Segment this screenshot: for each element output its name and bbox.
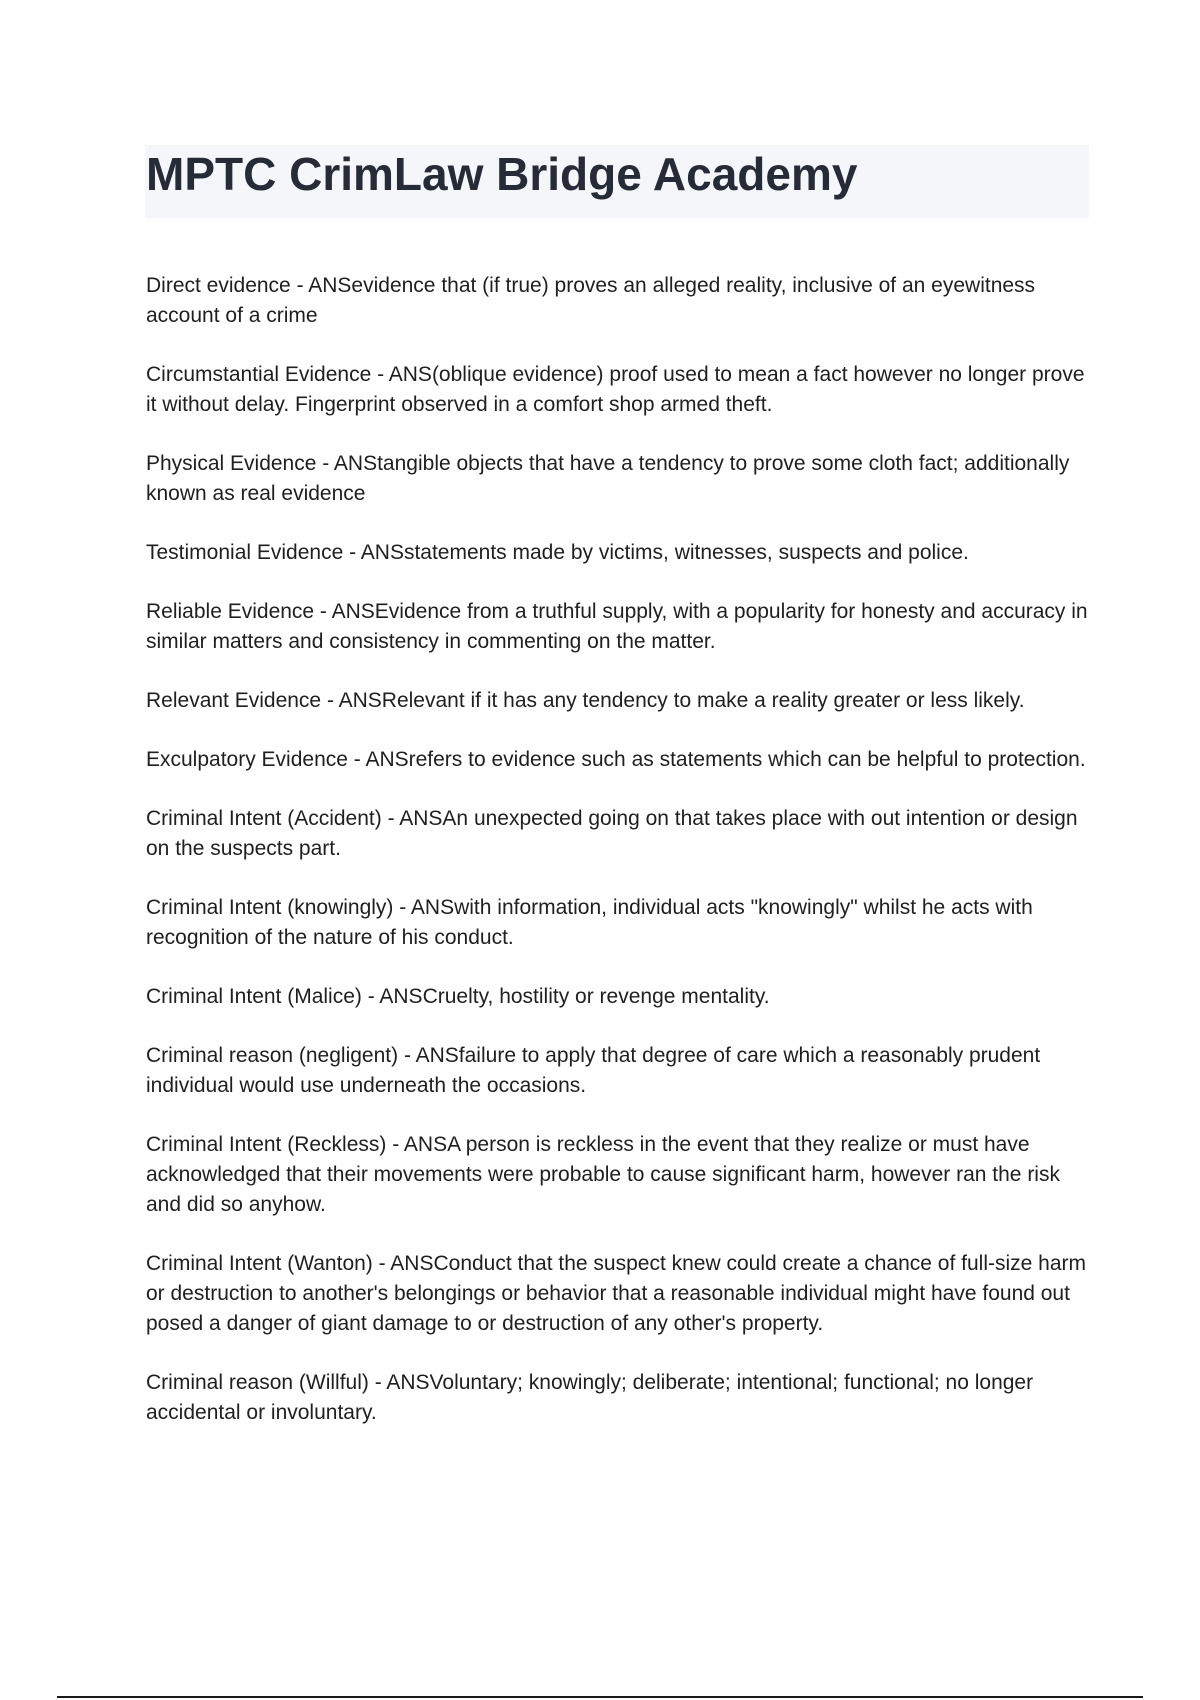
entry-intent-knowingly: Criminal Intent (knowingly) - ANSwith information, individual acts "knowingly" whilst he acts with recognition of the nature of his conduct.: [146, 896, 1033, 949]
entry-intent-accident: Criminal Intent (Accident) - ANSAn unexpected going on that takes place with out intention or design on the suspects part.: [146, 807, 1078, 860]
entry-relevant-evidence: Relevant Evidence - ANSRelevant if it has any tendency to make a reality greater or less likely.: [146, 689, 1025, 712]
entry-testimonial-evidence: Testimonial Evidence - ANSstatements made by victims, witnesses, suspects and police.: [146, 541, 969, 564]
entry-physical-evidence: Physical Evidence - ANStangible objects that have a tendency to prove some cloth fact; additionally known as real evidence: [146, 452, 1070, 505]
entry-reason-willful: Criminal reason (Willful) - ANSVoluntary; knowingly; deliberate; intentional; functional; no longer accidental or involuntary.: [146, 1371, 1034, 1424]
entry-circumstantial-evidence: Circumstantial Evidence - ANS(oblique evidence) proof used to mean a fact however no longer prove it without delay. Fingerprint observed in a comfort shop armed theft.: [146, 363, 1085, 416]
entry-reliable-evidence: Reliable Evidence - ANSEvidence from a truthful supply, with a popularity for honesty and accuracy in similar matters and consistency in commenting on the matter.: [146, 600, 1088, 653]
entry-exculpatory-evidence: Exculpatory Evidence - ANSrefers to evidence such as statements which can be helpful to protection.: [146, 748, 1086, 771]
entry-intent-reckless: Criminal Intent (Reckless) - ANSA person is reckless in the event that they realize or must have acknowledged that their movements were probable to cause significant harm, however ran the risk and did so anyhow.: [146, 1133, 1060, 1216]
entry-direct-evidence: Direct evidence - ANSevidence that (if true) proves an alleged reality, inclusive of an eyewitness account of a crime: [146, 274, 1036, 327]
entry-list: [146, 271, 1094, 1457]
entry-intent-wanton: Criminal Intent (Wanton) - ANSConduct that the suspect knew could create a chance of full-size harm or destruction to another's belongings or behavior that a reasonable individual might have found out posed a danger of giant damage to or destruction of any other's property.: [146, 1252, 1086, 1335]
footer-divider: [57, 1696, 1143, 1698]
page-title: MPTC CrimLaw Bridge Academy: [146, 148, 858, 200]
entry-reason-negligent: Criminal reason (negligent) - ANSfailure to apply that degree of care which a reasonably prudent individual would use underneath the occasions.: [146, 1044, 1041, 1097]
entry-intent-malice: Criminal Intent (Malice) - ANSCruelty, hostility or revenge mentality.: [146, 985, 770, 1008]
